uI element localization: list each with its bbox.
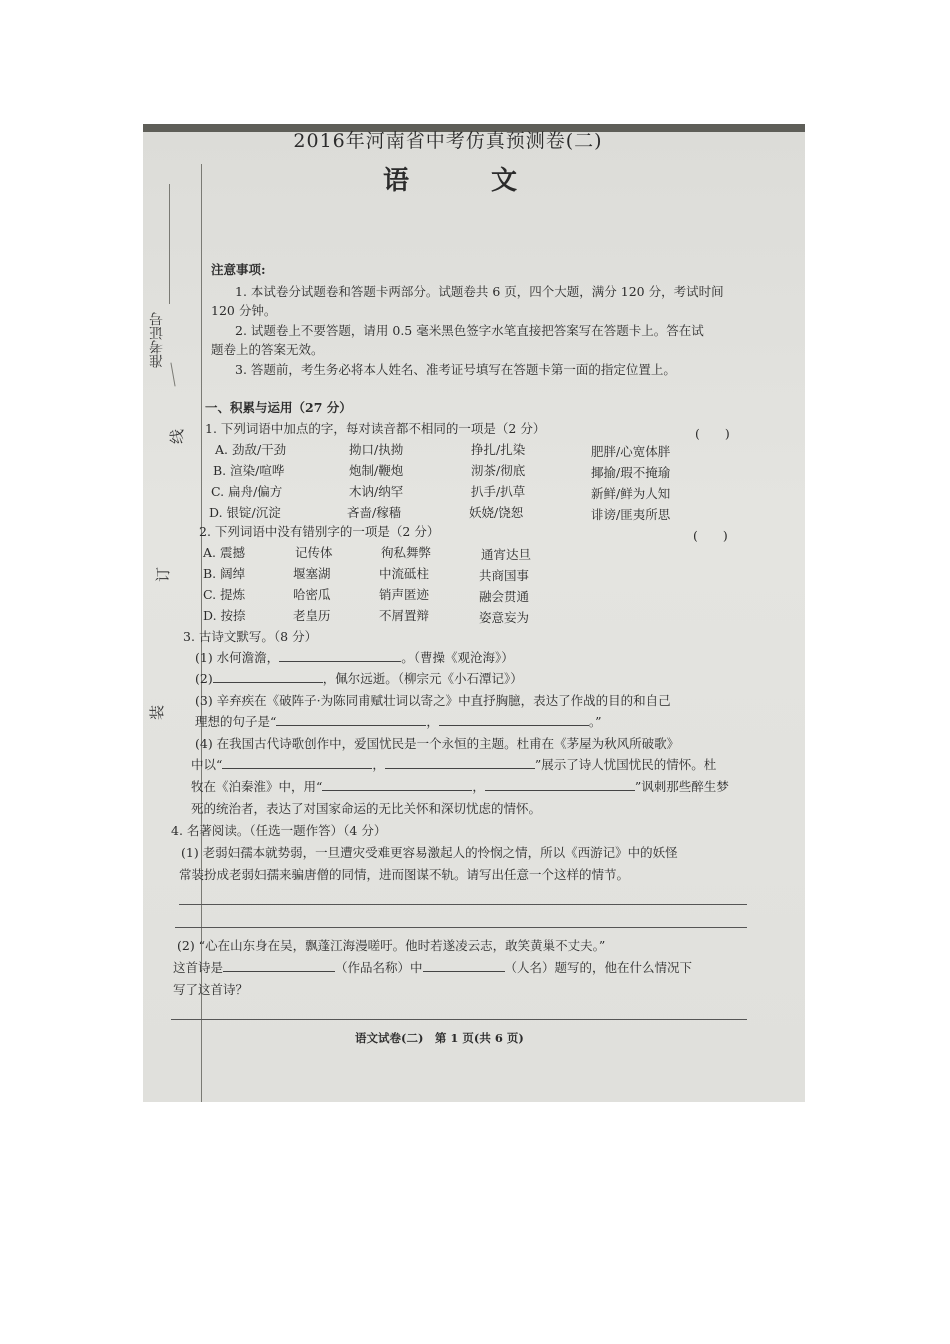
q4-1-answer-line-2[interactable] — [175, 927, 747, 928]
q3-4-prefix: 中以“ — [191, 757, 223, 772]
q1-row-d-1: D. 银锭/沉淀 — [209, 505, 281, 520]
q2-row-a-1: A. 震撼 — [203, 545, 245, 560]
q1-stem: 1. 下列词语中加点的字，每对读音都不相同的一项是（2 分） — [205, 421, 546, 436]
q2-row-d-4: 姿意妄为 — [479, 610, 530, 625]
q3-1-suffix: 。（曹操《观沧海》） — [401, 650, 514, 665]
q3-4-comma-2: ， — [472, 779, 485, 794]
q2-row-c-3: 销声匿迹 — [379, 587, 430, 602]
line-label: 线 — [168, 428, 187, 445]
q2-row-c-2: 哈密瓜 — [293, 587, 331, 602]
page-footer: 语文试卷(二) 第 1 页(共 6 页) — [355, 1031, 524, 1045]
q3-1-prefix: (1) 水何澹澹， — [195, 650, 280, 665]
q4-2-answer-line[interactable] — [171, 1019, 747, 1020]
q1-row-d-4: 诽谤/匪夷所思 — [591, 507, 671, 522]
notice-item-1: 1. 本试卷分试题卷和答题卡两部分。试题卷共 6 页，四个大题，满分 120 分，考试时间 — [235, 284, 724, 299]
q2-row-d-2: 老皇历 — [293, 608, 331, 623]
q1-answer-paren: ( ) — [695, 426, 730, 441]
q3-2-prefix: (2) — [195, 671, 213, 686]
q1-row-d-2: 吝啬/稼穑 — [347, 505, 402, 520]
zhuang-label: 装 — [148, 704, 167, 721]
q2-row-a-3: 徇私舞弊 — [381, 545, 432, 560]
exam-id-blank — [169, 184, 170, 304]
q4-stem: 4. 名著阅读。（任选一题作答）（4 分） — [171, 823, 387, 838]
q3-stem: 3. 古诗文默写。（8 分） — [183, 629, 318, 644]
exam-id-label: 准考证号 — [149, 312, 165, 368]
q3-1-blank[interactable] — [279, 649, 401, 662]
margin-tick — [170, 363, 175, 387]
q3-4-blank-2[interactable] — [385, 756, 535, 769]
q4-1-text-cont: 常装扮成老弱妇孺来骗唐僧的同情，进而图谋不轨。请写出任意一个这样的情节。 — [179, 867, 630, 882]
q3-line-3-cont — [195, 712, 602, 730]
q3-2-suffix: ，佩尔远逝。（柳宗元《小石潭记》） — [322, 671, 523, 686]
q1-row-c-3: 扒手/扒草 — [471, 484, 526, 499]
q1-row-c-1: C. 扁舟/偏方 — [211, 484, 283, 499]
q2-row-d-3: 不屑置辩 — [379, 608, 430, 623]
q3-4-mid: ”展示了诗人忧国忧民的情怀。杜 — [534, 757, 717, 772]
q2-row-b-1: B. 阔绰 — [203, 566, 246, 581]
q1-row-a-4: 肥胖/心宽体胖 — [591, 444, 671, 459]
q3-line-4-cont — [191, 755, 716, 773]
q3-4-suffix: ”讽刺那些醉生梦 — [634, 779, 729, 794]
q2-answer-paren: ( ) — [693, 528, 728, 543]
q2-row-b-4: 共商国事 — [479, 568, 530, 583]
q1-row-a-3: 挣扎/扎染 — [471, 442, 526, 457]
q2-row-d-1: D. 按捺 — [203, 608, 246, 623]
q1-row-a-2: 拗口/执拗 — [349, 442, 404, 457]
q4-2-poem: (2) “心在山东身在吴，飘蓬江海漫嗟吁。他时若遂凌云志，敢笑黄巢不丈夫。” — [177, 938, 606, 953]
q3-2-blank[interactable] — [213, 670, 323, 683]
q2-row-b-2: 堰塞湖 — [293, 566, 331, 581]
q3-line-2 — [195, 669, 523, 687]
q3-4-blank-4[interactable] — [485, 778, 635, 791]
q2-stem: 2. 下列词语中没有错别字的一项是（2 分） — [199, 524, 440, 539]
q2-row-c-1: C. 提炼 — [203, 587, 246, 602]
q2-row-a-4: 通宵达旦 — [481, 547, 532, 562]
q3-3-blank-2[interactable] — [439, 713, 589, 726]
q3-3-comma: ， — [426, 714, 439, 729]
q3-3-prefix: 理想的句子是“ — [195, 714, 277, 729]
notice-item-2: 2. 试题卷上不要答题，请用 0.5 毫米黑色签字水笔直接把答案写在答题卡上。答在试 — [235, 323, 704, 338]
q1-row-c-2: 木讷/纳罕 — [349, 484, 404, 499]
q4-2-prefix: 这首诗是 — [173, 960, 224, 975]
q2-row-b-3: 中流砥柱 — [379, 566, 430, 581]
q4-1-text: (1) 老弱妇孺本就势弱，一旦遭灾受难更容易激起人的怜悯之情，所以《西游记》中的妖怪 — [181, 845, 678, 860]
q3-3-blank-1[interactable] — [276, 713, 426, 726]
q1-row-b-3: 沏茶/彻底 — [471, 463, 526, 478]
q3-line-3: (3) 辛弃疾在《破阵子·为陈同甫赋壮词以寄之》中直抒胸臆，表达了作战的目的和自己 — [195, 693, 671, 708]
q3-3-suffix: 。” — [588, 714, 602, 729]
q4-1-answer-line-1[interactable] — [179, 904, 747, 905]
q4-2-mid: （作品名称）中 — [335, 960, 423, 975]
q1-row-a-1: A. 劲敌/干劲 — [215, 442, 287, 457]
q3-line-4-end: 死的统治者，表达了对国家命运的无比关怀和深切忧虑的情怀。 — [191, 801, 542, 816]
notice-item-3: 3. 答题前，考生务必将本人姓名、准考证号填写在答题卡第一面的指定位置上。 — [235, 362, 676, 377]
q1-row-b-1: B. 渲染/喧哗 — [213, 463, 285, 478]
exam-photo — [143, 124, 805, 1102]
q2-row-a-2: 记传体 — [295, 545, 333, 560]
notice-heading: 注意事项: — [211, 262, 266, 277]
section-heading: 一、积累与运用（27 分） — [205, 400, 352, 415]
exam-subject: 语 文 — [383, 166, 546, 196]
binding-margin — [143, 124, 205, 1102]
q1-row-c-4: 新鲜/鲜为人知 — [591, 486, 671, 501]
q4-2-question — [173, 958, 692, 976]
notice-item-2-cont: 题卷上的答案无效。 — [211, 342, 324, 357]
q3-4-prefix-2: 牧在《泊秦淮》中，用“ — [191, 779, 323, 794]
q3-4-blank-3[interactable] — [322, 778, 472, 791]
q1-row-b-4: 揶揄/瑕不掩瑜 — [591, 465, 671, 480]
ding-label: 订 — [154, 566, 173, 583]
q1-row-b-2: 炮制/鞭炮 — [349, 463, 404, 478]
q3-4-comma-1: ， — [372, 757, 385, 772]
notice-item-1-cont: 120 分钟。 — [211, 303, 277, 318]
q3-line-4-cont2 — [191, 777, 729, 795]
q3-line-1 — [195, 648, 514, 666]
q4-2-work-blank[interactable] — [223, 959, 335, 972]
q3-4-blank-1[interactable] — [222, 756, 372, 769]
q1-row-d-3: 妖娆/饶恕 — [469, 505, 524, 520]
q4-2-person-blank[interactable] — [423, 959, 505, 972]
q2-row-c-4: 融会贯通 — [479, 589, 530, 604]
q3-line-4: (4) 在我国古代诗歌创作中，爱国忧民是一个永恒的主题。杜甫在《茅屋为秋风所破歌》 — [195, 736, 680, 751]
exam-title: 2016年河南省中考仿真预测卷(二) — [293, 130, 603, 152]
q4-2-question-cont: 写了这首诗？ — [173, 982, 249, 997]
q4-2-suffix: （人名）题写的，他在什么情况下 — [504, 960, 693, 975]
